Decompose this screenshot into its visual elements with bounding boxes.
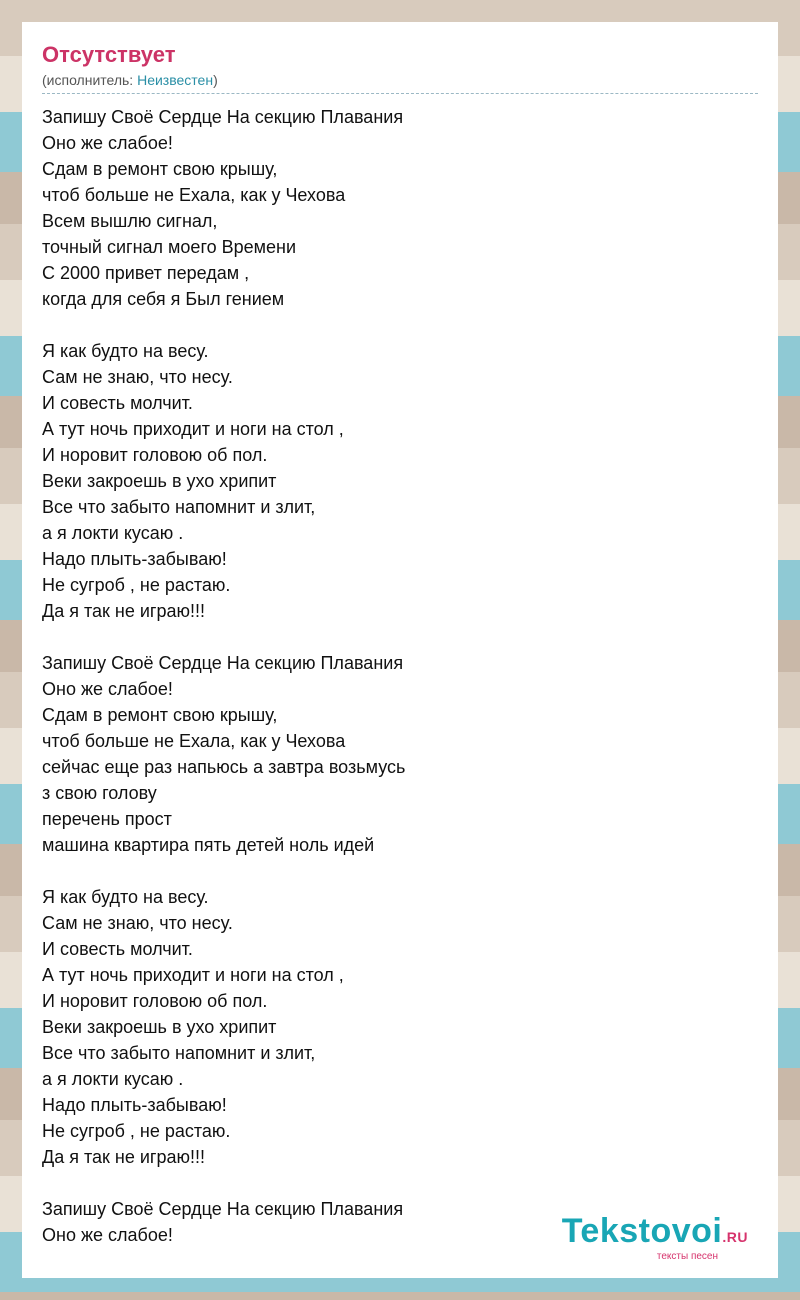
lyric-line: чтоб больше не Ехала, как у Чехова: [42, 185, 346, 205]
lyric-line: Надо плыть-забываю!: [42, 1095, 227, 1115]
stanza-break: [42, 312, 758, 338]
lyric-line: Я как будто на весу.: [42, 341, 209, 361]
lyric-line: С 2000 привет передам ,: [42, 263, 250, 283]
lyric-line: чтоб больше не Ехала, как у Чехова: [42, 731, 346, 751]
lyric-line: а я локти кусаю .: [42, 523, 184, 543]
byline-prefix: (исполнитель:: [42, 72, 138, 88]
logo-brand: [562, 1213, 748, 1255]
lyric-line: Запишу Своё Сердце На секцию Плавания: [42, 1199, 404, 1219]
lyric-line: а я локти кусаю .: [42, 1069, 184, 1089]
lyric-line: И норовит головою об пол.: [42, 991, 268, 1011]
lyric-line: Да я так не играю!!!: [42, 1147, 205, 1167]
lyric-line: Оно же слабое!: [42, 133, 173, 153]
lyric-line: Все что забыто напомнит и злит,: [42, 1043, 316, 1063]
lyric-line: Не сугроб , не растаю.: [42, 575, 231, 595]
lyric-line: И норовит головою об пол.: [42, 445, 268, 465]
lyric-line: Веки закроешь в ухо хрипит: [42, 1017, 277, 1037]
lyric-line: Сдам в ремонт свою крышу,: [42, 159, 278, 179]
lyric-line: Оно же слабое!: [42, 679, 173, 699]
site-logo[interactable]: [562, 1213, 748, 1262]
lyric-line: Все что забыто напомнит и злит,: [42, 497, 316, 517]
lyric-line: Оно же слабое!: [42, 1225, 173, 1245]
lyrics-text: [42, 104, 758, 1248]
lyric-line: Да я так не играю!!!: [42, 601, 205, 621]
lyric-line: точный сигнал моего Времени: [42, 237, 297, 257]
lyric-line: з свою голову: [42, 783, 157, 803]
lyric-line: А тут ночь приходит и ноги на стол ,: [42, 419, 344, 439]
lyric-line: Запишу Своё Сердце На секцию Плавания: [42, 107, 404, 127]
lyric-line: машина квартира пять детей ноль идей: [42, 835, 375, 855]
lyric-line: И совесть молчит.: [42, 393, 193, 413]
stanza-break: [42, 1170, 758, 1196]
stanza-break: [42, 858, 758, 884]
logo-domain-suffix: .RU: [722, 1229, 748, 1245]
logo-brand-name: Tekstovoi: [561, 1212, 723, 1250]
lyric-line: А тут ночь приходит и ноги на стол ,: [42, 965, 344, 985]
lyric-line: Я как будто на весу.: [42, 887, 209, 907]
lyric-line: Сам не знаю, что несу.: [42, 913, 233, 933]
logo-tagline: тексты песен: [656, 1251, 718, 1262]
lyric-line: Сам не знаю, что несу.: [42, 367, 233, 387]
stanza-break: [42, 624, 758, 650]
lyric-line: Запишу Своё Сердце На секцию Плавания: [42, 653, 404, 673]
artist-byline: [42, 71, 758, 94]
lyric-line: Веки закроешь в ухо хрипит: [42, 471, 277, 491]
lyric-line: Надо плыть-забываю!: [42, 549, 227, 569]
song-title: Отсутствует: [42, 42, 176, 67]
lyric-line: сейчас еще раз напьюсь а завтра возьмусь: [42, 757, 406, 777]
lyrics-card: [22, 22, 778, 1278]
artist-link[interactable]: Неизвестен: [137, 72, 214, 88]
lyric-line: Не сугроб , не растаю.: [42, 1121, 231, 1141]
lyric-line: перечень прост: [42, 809, 172, 829]
lyric-line: И совесть молчит.: [42, 939, 193, 959]
lyric-line: Всем вышлю сигнал,: [42, 211, 218, 231]
lyric-line: когда для себя я Был гением: [42, 289, 285, 309]
lyric-line: Сдам в ремонт свою крышу,: [42, 705, 278, 725]
byline-suffix: ): [213, 72, 218, 88]
